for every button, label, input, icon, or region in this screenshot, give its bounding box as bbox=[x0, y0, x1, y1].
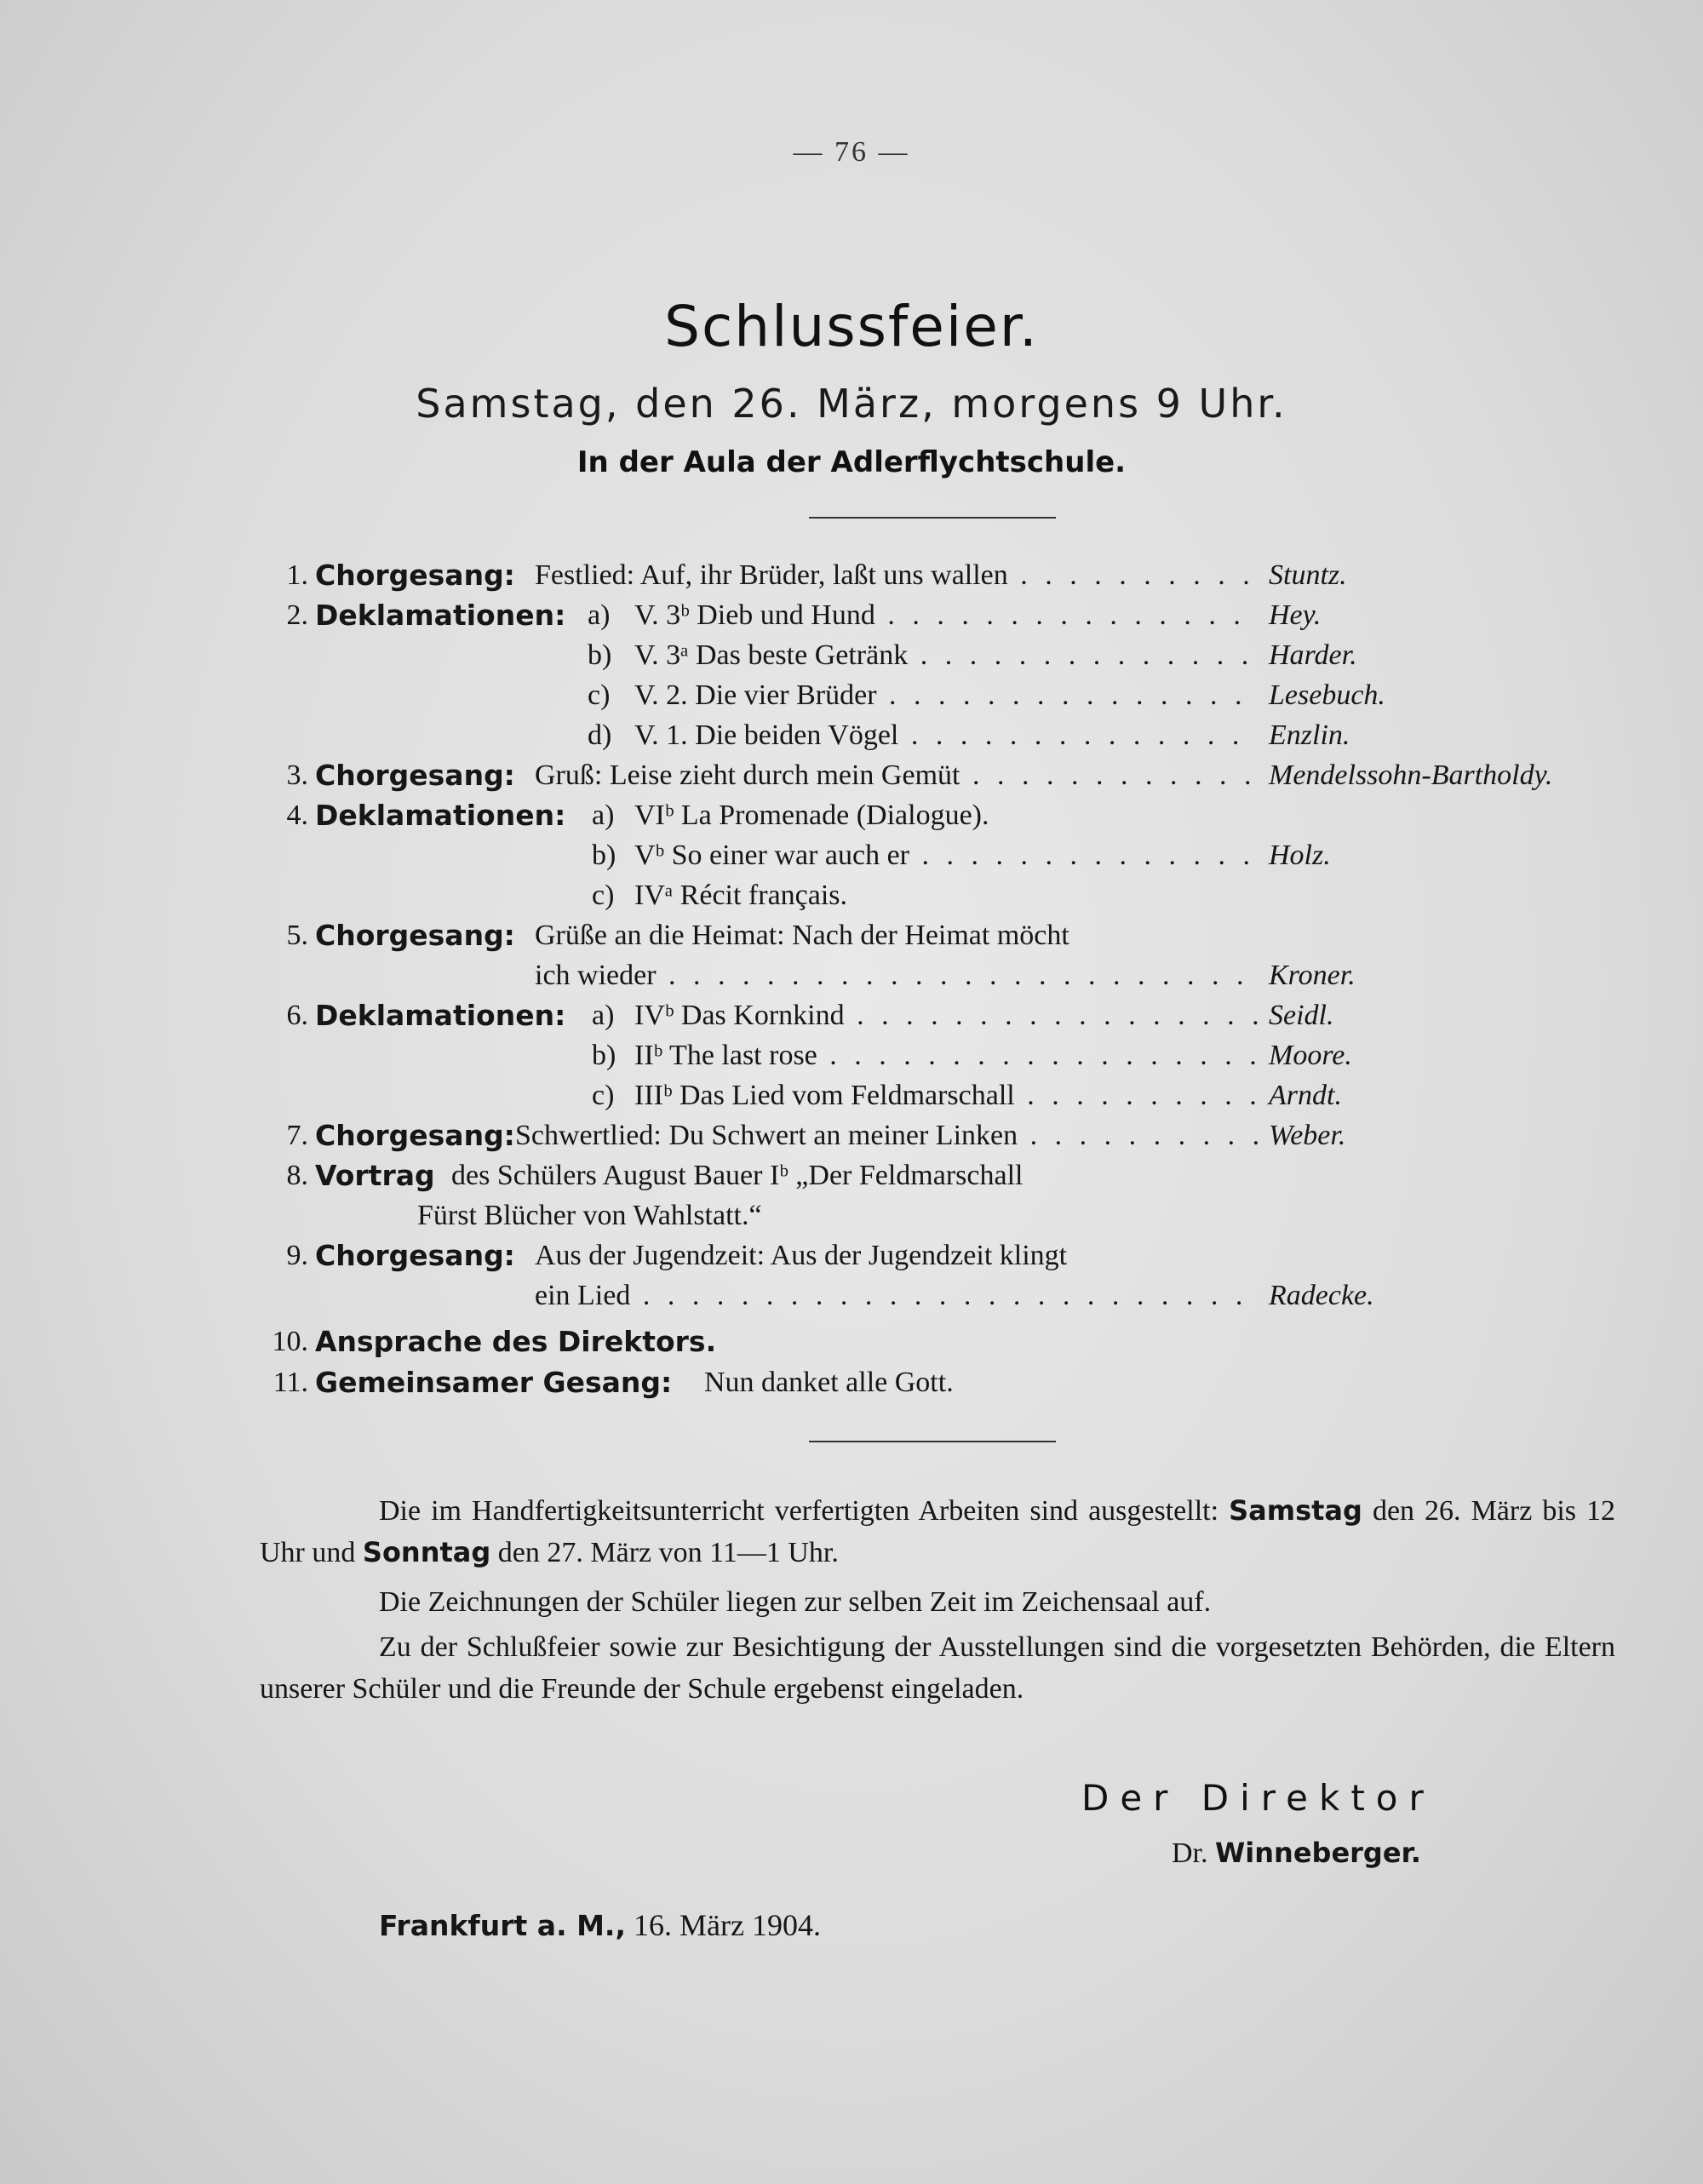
item-number: 10. bbox=[272, 1326, 308, 1357]
drawings-paragraph: Die Zeichnungen der Schüler liegen zur selben Zeit im Zeichensaal auf. bbox=[379, 1586, 1212, 1618]
item-number: 9. bbox=[286, 1240, 308, 1271]
event-date: Samstag, den 26. März, morgens 9 Uhr. bbox=[416, 381, 1287, 427]
item-text: V. 2. Die vier Brüder . . . bbox=[634, 676, 1259, 715]
item-number: 2. bbox=[286, 599, 308, 631]
item-label: Chorgesang: bbox=[315, 919, 515, 952]
item-text: ein Lied . . . bbox=[535, 1276, 1259, 1316]
divider-bottom bbox=[809, 1441, 1056, 1442]
signature-prefix: Dr. bbox=[1172, 1837, 1208, 1869]
item-number: 8. bbox=[286, 1160, 308, 1191]
item-composer: Stuntz. bbox=[1269, 559, 1347, 591]
item-sub: b) bbox=[588, 639, 612, 671]
page-number: — 76 — bbox=[793, 136, 910, 168]
item-sub: d) bbox=[588, 719, 612, 751]
paragraph-text: den 26. März bis 12 Uhr und bbox=[260, 1495, 1616, 1568]
item-text: Gruß: Leise zieht durch mein Gemüt . . . bbox=[535, 756, 1259, 795]
item-label: Chorgesang: bbox=[315, 759, 515, 792]
item-text: V. 3ᵃ Das beste Getränk . . . bbox=[634, 636, 1259, 675]
paragraph-bold: Samstag bbox=[1229, 1494, 1362, 1527]
item-sub: b) bbox=[592, 1040, 616, 1071]
paragraph-text: Die im Handfertigkeitsunterricht verfertigten Arbeiten sind ausgestellt: bbox=[379, 1495, 1219, 1527]
item-sub: a) bbox=[592, 1000, 615, 1031]
item-number: 5. bbox=[286, 920, 308, 951]
item-composer: Arndt. bbox=[1269, 1080, 1342, 1111]
paragraph-text: den 27. März von 11—1 Uhr. bbox=[497, 1537, 839, 1568]
item-text: Vᵇ So einer war auch er . . . bbox=[634, 836, 1259, 875]
item-sub: c) bbox=[588, 679, 611, 711]
item-label: Deklamationen: bbox=[315, 599, 566, 632]
item-composer: Moore. bbox=[1269, 1040, 1352, 1071]
item-number: 4. bbox=[286, 800, 308, 831]
item-composer: Hey. bbox=[1269, 599, 1322, 631]
item-label: Chorgesang: bbox=[315, 1119, 515, 1152]
place: Frankfurt a. M., bbox=[379, 1909, 627, 1942]
item-label: Chorgesang: bbox=[315, 1239, 515, 1272]
director-title: Der Direktor bbox=[1081, 1777, 1435, 1819]
invitation-paragraph: Zu der Schlußfeier sowie zur Besichtigung der Ausstellungen sind die vorgesetzten Behörden, die Eltern unserer Schüler und die Freunde der Schule ergebenst eingeladen. bbox=[260, 1631, 1615, 1705]
item-text: IIIᵇ Das Lied vom Feldmarschall . . . bbox=[634, 1076, 1259, 1115]
item-composer: Mendelssohn-Bartholdy. bbox=[1269, 760, 1553, 791]
item-text: Festlied: Auf, ihr Brüder, laßt uns wallen . . . bbox=[535, 556, 1259, 595]
item-label: Deklamationen: bbox=[315, 799, 566, 832]
item-sub: c) bbox=[592, 1080, 615, 1111]
item-number: 6. bbox=[286, 1000, 308, 1031]
item-text: Aus der Jugendzeit: Aus der Jugendzeit klingt bbox=[535, 1240, 1068, 1271]
item-sub: a) bbox=[592, 800, 615, 831]
item-text: Fürst Blücher von Wahlstatt.“ bbox=[417, 1200, 762, 1231]
item-sub: c) bbox=[592, 880, 615, 911]
item-text: Nun danket alle Gott. bbox=[704, 1367, 954, 1398]
item-number: 11. bbox=[272, 1367, 308, 1398]
page-title: Schlussfeier. bbox=[664, 294, 1039, 359]
divider-top bbox=[809, 517, 1056, 519]
item-text: des Schülers August Bauer Iᵇ „Der Feldmarschall bbox=[451, 1160, 1024, 1191]
item-label: Gemeinsamer Gesang: bbox=[315, 1366, 673, 1399]
item-label: Chorgesang: bbox=[315, 559, 515, 592]
item-text: IIᵇ The last rose . . . bbox=[634, 1036, 1259, 1075]
item-composer: Enzlin. bbox=[1269, 719, 1350, 751]
item-number: 1. bbox=[286, 559, 308, 591]
item-composer: Kroner. bbox=[1269, 960, 1356, 991]
signature-name: Winneberger. bbox=[1215, 1837, 1421, 1869]
item-text: ich wieder . . . bbox=[535, 956, 1259, 995]
item-sub: b) bbox=[592, 840, 616, 871]
item-sub: a) bbox=[588, 599, 611, 631]
item-label: Deklamationen: bbox=[315, 999, 566, 1032]
date: 16. März 1904. bbox=[634, 1908, 821, 1942]
item-text: Schwertlied: Du Schwert an meiner Linken . . . bbox=[515, 1116, 1259, 1155]
item-composer: Weber. bbox=[1269, 1120, 1346, 1151]
item-label: Ansprache des Direktors. bbox=[315, 1325, 717, 1358]
item-text: Grüße an die Heimat: Nach der Heimat möcht bbox=[535, 920, 1069, 951]
item-label: Vortrag bbox=[315, 1159, 435, 1192]
item-composer: Holz. bbox=[1269, 840, 1331, 871]
item-composer: Seidl. bbox=[1269, 1000, 1334, 1031]
item-number: 3. bbox=[286, 760, 308, 791]
item-text: V. 3ᵇ Dieb und Hund . . . bbox=[634, 596, 1259, 635]
item-text: VIᵇ La Promenade (Dialogue). bbox=[634, 800, 989, 831]
paragraph-bold: Sonntag bbox=[362, 1536, 491, 1568]
event-venue: In der Aula der Adlerflychtschule. bbox=[576, 445, 1127, 479]
item-composer: Radecke. bbox=[1269, 1280, 1374, 1311]
item-text: V. 1. Die beiden Vögel . . . bbox=[634, 716, 1259, 755]
place-date bbox=[379, 1907, 821, 1943]
item-text: IVᵇ Das Kornkind . . . bbox=[634, 996, 1259, 1035]
signature bbox=[1172, 1837, 1421, 1870]
item-number: 7. bbox=[286, 1120, 308, 1151]
item-composer: Lesebuch. bbox=[1269, 679, 1385, 711]
item-text: IVᵃ Récit français. bbox=[634, 880, 848, 911]
exhibition-paragraph bbox=[260, 1490, 1615, 1574]
item-composer: Harder. bbox=[1269, 639, 1357, 671]
